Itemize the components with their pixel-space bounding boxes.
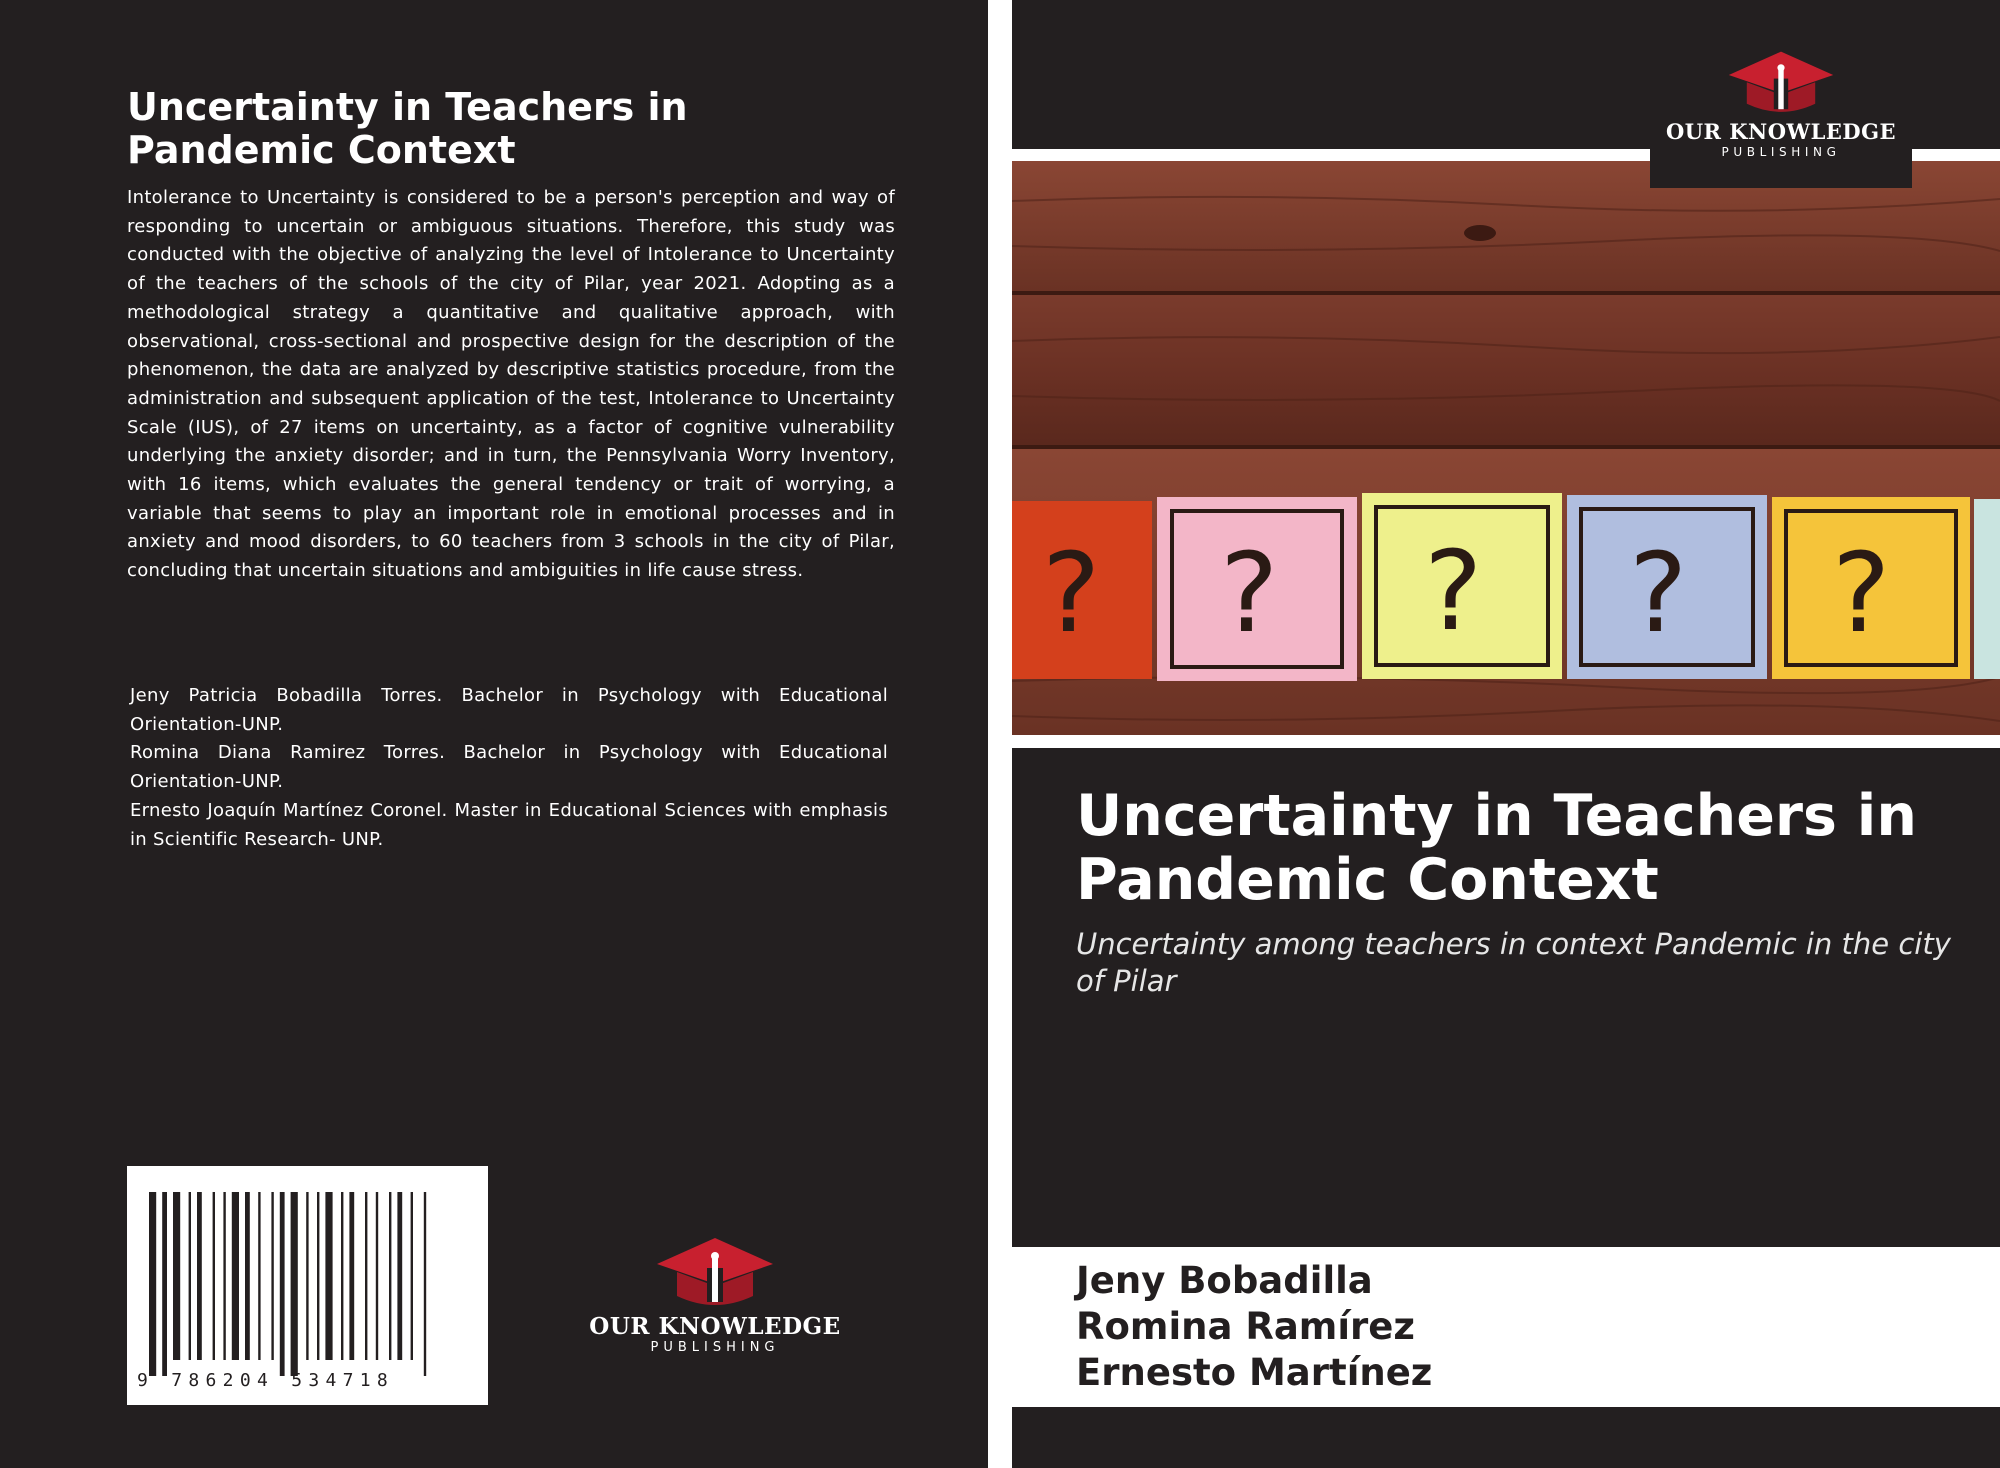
graduation-cap-icon	[1725, 48, 1837, 120]
barcode-bar	[397, 1192, 402, 1360]
svg-text:?: ?	[1832, 529, 1891, 657]
svg-text:?: ?	[1220, 529, 1279, 657]
back-cover-blurb: Intolerance to Uncertainty is considered to be a person's perception and way of responding to uncertain or ambiguous situations. Therefore, this study was conducted with the objective of analyzing the level of Intolerance to Uncertainty of the teachers of the schools of the city of Pilar, year 2021. Adopting as a methodological strategy a quantitative and qualitative approach, with observational, cross-sectional and prospective design for the description of the phenomenon, the data are analyzed by descriptive statistics procedure, from the administration and subsequent application of the test, Intolerance to Uncertainty Scale (IUS), of 27 items on uncertainty, as a factor of cognitive vulnerability underlying the anxiety disorder; and in turn, the Pennsylvania Worry Inventory, with 16 items, which evaluates the general tendency or trait of worrying, a variable that seems to play an important role in emotional processes and in anxiety and mood disorders, to 60 teachers from 3 schools in the city of Pilar, concluding that uncertain situations and ambiguities in life cause stress.	[127, 187, 895, 582]
barcode-bar	[232, 1192, 239, 1360]
back-cover-title: Uncertainty in Teachers in Pandemic Context	[127, 85, 688, 172]
svg-text:?: ?	[1042, 529, 1101, 657]
barcode-bar	[189, 1192, 191, 1360]
barcode-bar	[376, 1192, 378, 1360]
back-cover	[0, 0, 988, 1468]
publisher-logo	[1650, 48, 1912, 188]
barcode-bar	[349, 1192, 354, 1360]
barcode-bar	[245, 1192, 250, 1360]
barcode-bar	[424, 1192, 426, 1376]
barcode-bar	[291, 1192, 298, 1376]
barcode-bar	[149, 1192, 156, 1376]
barcode-digits: 9 786204 534718	[137, 1370, 395, 1391]
front-cover-title: Uncertainty in Teachers in Pandemic Context	[1076, 783, 1917, 913]
author-bio: Jeny Patricia Bobadilla Torres. Bachelor in Psychology with Educational Orientation-UNP.	[130, 685, 888, 735]
author-list	[1076, 1258, 1976, 1396]
question-mark-notes-image	[1012, 161, 2000, 735]
author-name: Jeny Bobadilla	[1076, 1259, 1373, 1302]
author-name: Ernesto Martínez	[1076, 1351, 1433, 1394]
barcode-bar	[389, 1192, 391, 1360]
barcode-bar	[325, 1192, 332, 1360]
barcode-bar	[411, 1192, 413, 1360]
author-name: Romina Ramírez	[1076, 1305, 1415, 1348]
barcode-bar	[365, 1192, 367, 1360]
front-cover-subtitle: Uncertainty among teachers in context Pandemic in the city of Pilar	[1076, 927, 1951, 998]
publisher-sub: PUBLISHING	[650, 1340, 780, 1355]
barcode-bar	[317, 1192, 319, 1360]
barcode-bars	[149, 1192, 467, 1376]
barcode-bar	[341, 1192, 343, 1360]
title-block	[1012, 748, 2000, 1247]
barcode-bar	[213, 1192, 215, 1360]
barcode-bar	[258, 1192, 260, 1360]
svg-text:?: ?	[1629, 529, 1688, 657]
bottom-band	[1012, 1407, 2000, 1468]
barcode-bar	[173, 1192, 180, 1360]
barcode-bar	[223, 1192, 225, 1360]
spine-gap	[988, 0, 1012, 1468]
author-bio: Ernesto Joaquín Martínez Coronel. Master in Educational Sciences with emphasis in Scientific Research- UNP.	[130, 799, 888, 850]
author-bios	[130, 682, 888, 854]
publisher-sub: PUBLISHING	[1721, 145, 1841, 159]
front-cover	[1012, 0, 2000, 1468]
publisher-name: OUR KNOWLEDGE	[1665, 119, 1897, 144]
author-bio: Romina Diana Ramirez Torres. Bachelor in Psychology with Educational Orientation-UNP.	[130, 742, 888, 793]
isbn-barcode	[127, 1166, 488, 1405]
barcode-bar	[197, 1192, 202, 1360]
barcode-bar	[280, 1192, 285, 1376]
publisher-logo	[580, 1234, 850, 1364]
graduation-cap-icon	[655, 1234, 775, 1314]
barcode-bar	[271, 1192, 273, 1360]
svg-text:?: ?	[1424, 527, 1483, 655]
publisher-name: OUR KNOWLEDGE	[589, 1313, 841, 1340]
barcode-bar	[306, 1192, 308, 1360]
barcode-bar	[162, 1192, 167, 1376]
sticky-notes	[1012, 493, 2000, 681]
